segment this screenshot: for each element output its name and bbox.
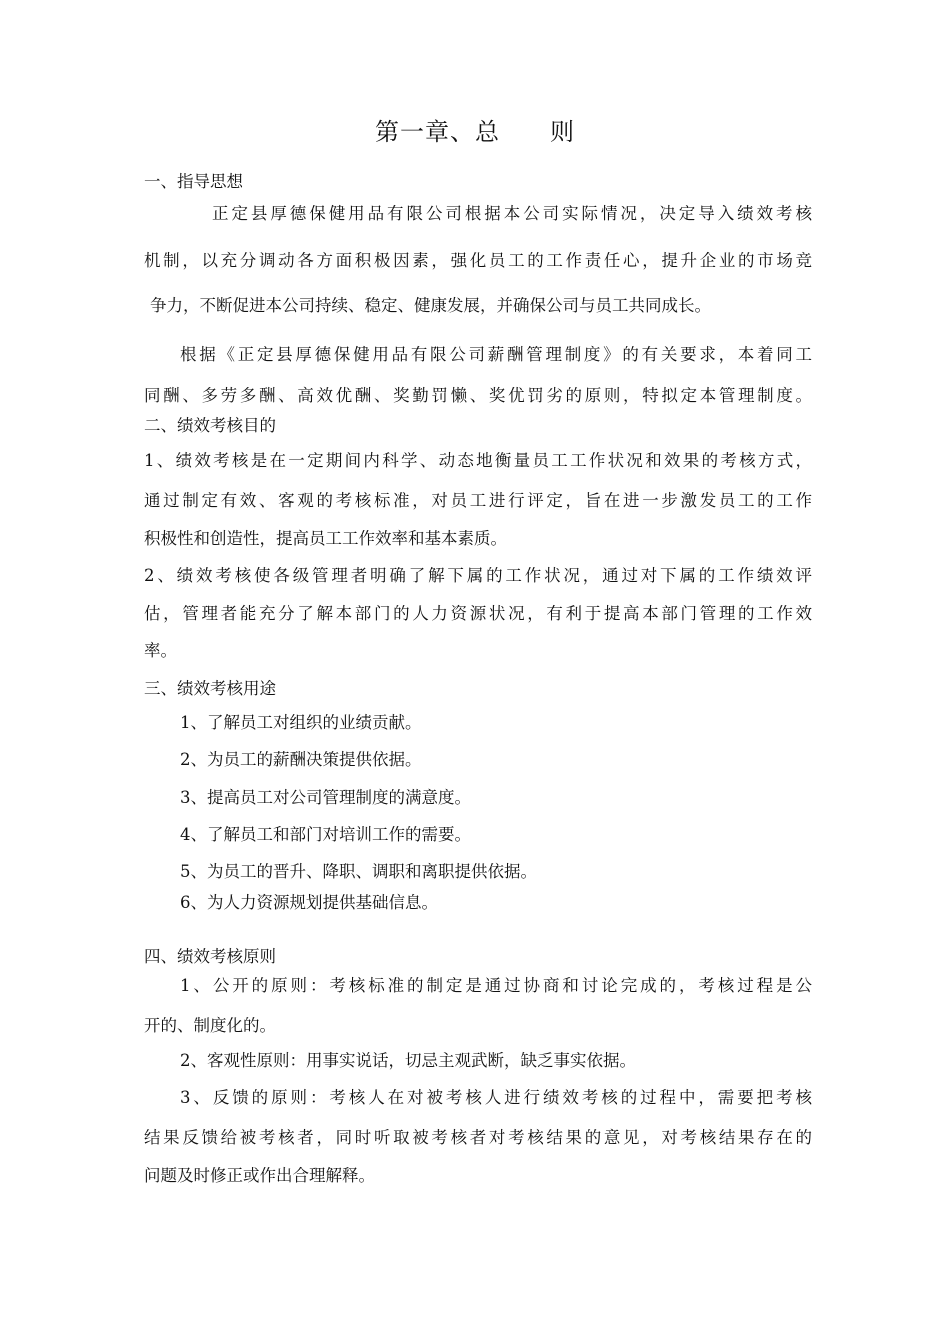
paragraph-line: 争力，不断促进本公司持续、稳定、健康发展，并确保公司与员工共同成长。 [150,296,711,315]
list-item: 2、为员工的薪酬决策提供依据。 [180,750,422,769]
paragraph-line: 1、公开的原则：考核标准的制定是通过协商和讨论完成的，考核过程是公 [180,976,812,995]
list-item: 1、了解员工对组织的业绩贡献。 [180,713,422,732]
paragraph-line: 3、反馈的原则：考核人在对被考核人进行绩效考核的过程中，需要把考核 [180,1088,812,1107]
paragraph-line: 开的、制度化的。 [144,1016,276,1035]
paragraph-line: 1、绩效考核是在一定期间内科学、动态地衡量员工工作状况和效果的考核方式， [144,451,812,470]
paragraph-line: 估，管理者能充分了解本部门的人力资源状况，有利于提高本部门管理的工作效 [144,604,812,623]
paragraph-line: 同酬、多劳多酬、高效优酬、奖勤罚懒、奖优罚劣的原则，特拟定本管理制度。 [144,386,812,405]
paragraph-line: 机制，以充分调动各方面积极因素，强化员工的工作责任心，提升企业的市场竞 [144,251,812,270]
paragraph-line: 问题及时修正或作出合理解释。 [144,1166,375,1185]
paragraph-line: 2、客观性原则：用事实说话，切忌主观武断，缺乏事实依据。 [180,1051,636,1070]
list-item: 3、提高员工对公司管理制度的满意度。 [180,788,471,807]
list-item: 4、了解员工和部门对培训工作的需要。 [180,825,471,844]
section-heading-appraisal-principles: 四、绩效考核原则 [144,947,276,966]
paragraph-line: 积极性和创造性，提高员工工作效率和基本素质。 [144,529,507,548]
paragraph-line: 正定县厚德保健用品有限公司根据本公司实际情况，决定导入绩效考核 [212,204,812,223]
paragraph-line: 根据《正定县厚德保健用品有限公司薪酬管理制度》的有关要求，本着同工 [180,345,812,364]
chapter-title: 第一章、总 则 [375,118,575,146]
paragraph-line: 结果反馈给被考核者，同时听取被考核者对考核结果的意见，对考核结果存在的 [144,1128,812,1147]
list-item: 6、为人力资源规划提供基础信息。 [180,893,438,912]
paragraph-line: 2、绩效考核使各级管理者明确了解下属的工作状况，通过对下属的工作绩效评 [144,566,812,585]
list-item: 5、为员工的晋升、降职、调职和离职提供依据。 [180,862,537,881]
paragraph-line: 率。 [144,641,177,660]
paragraph-line: 通过制定有效、客观的考核标准，对员工进行评定，旨在进一步激发员工的工作 [144,491,812,510]
section-heading-appraisal-purpose: 二、绩效考核目的 [144,416,276,435]
section-heading-appraisal-uses: 三、绩效考核用途 [144,679,276,698]
section-heading-guiding-ideology: 一、指导思想 [144,172,243,191]
